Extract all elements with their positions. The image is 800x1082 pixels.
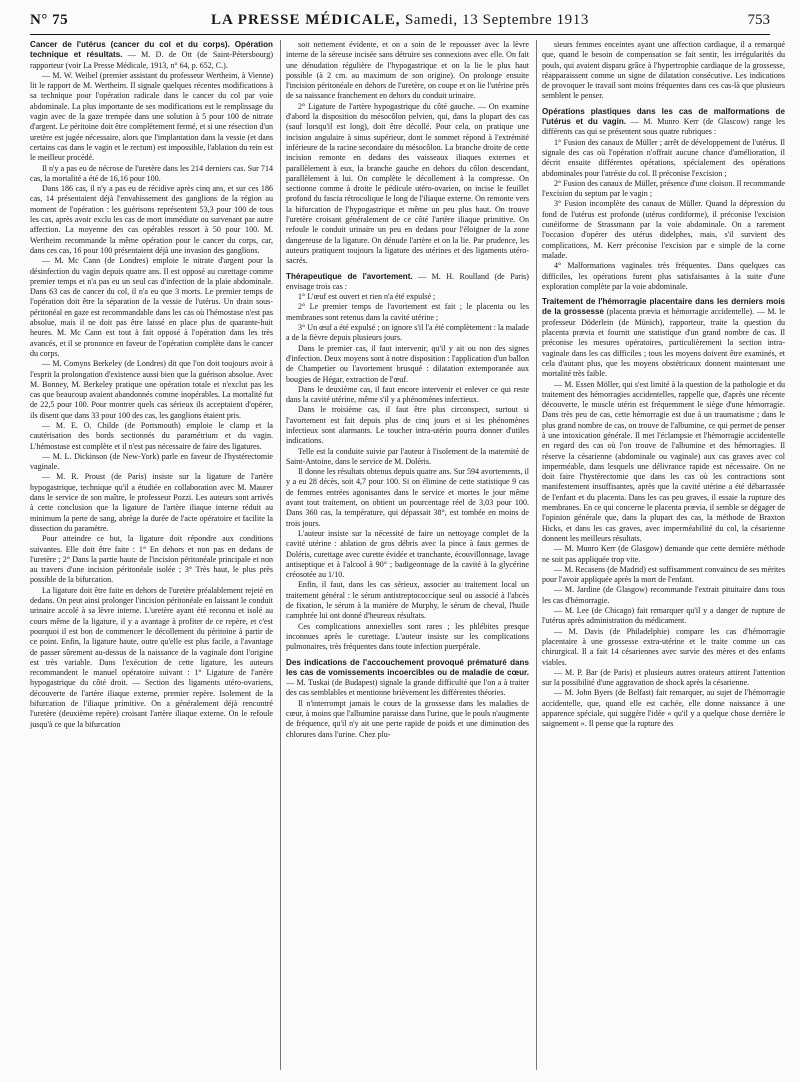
paragraph bbox=[542, 544, 785, 565]
paragraph bbox=[542, 606, 785, 627]
paragraph bbox=[286, 529, 529, 580]
header-rule bbox=[30, 34, 770, 35]
text-column-3 bbox=[542, 40, 785, 1074]
paragraph-text: 2° Ligature de l'artère hypogastrique du côté gauche. — On examine d'abord la disposition du mésocôlon pelvien, qui, dans la plupart des cas (sauf lorsqu'il est long), doit être décollé. Pour cela, on pratique une incision angulaire à sinus supérieur, dont le sommet répond à l'extrémité inférieure de la racine secondaire du mésocôlon. La branche droite de cette incision remonte en dedans des vaisseaux iliaques externes et parallèlement à eux, la branche gauche en dehors du côlon descendant, parallèlement à lui. On complète le décollement à la compresse. On sectionne comme à droite le pédicule utéro-ovarien, on incise le feuillet profond du fascia rétrocolique le long de l'iliaque externe. On remonte vers la bifurcation de l'hypogastrique et même un peu plus haut. On trouve l'uretère croisant généralement de ce côté l'artère iliaque primitive. On refoule le conduit urinaire un peu en dedans pour l'éloigner de la zone dangereuse de la ligature. On dénude l'artère et on la lie. Par prudence, les auteurs pratiquent toujours la ligature des utérines et des ligaments utéro-sacrés. bbox=[286, 101, 529, 266]
paragraph-text: La ligature doit être faite en dehors de l'uretère préalablement rejeté en dedans. On peut ainsi prolonger l'incision péritonéale en laissant le conduit urinaire accolé à sa lèvre interne. L'uretère ayant été reconnu et isolé au cours même de la ligature, il y a avantage à profiter de ce repère, et c'est pourquoi il est bon de commencer le décollement du péritoine à partir de ce point. Enfin, la ligature haute, outre qu'elle est plus facile, a l'avantage de passer sûrement au-dessus de la naissance de la vaginale dont l'origine est très variable. Dans l'exécution de cette ligature, les auteurs recommandent le manuel opératoire suivant : 1° Ligature de l'artère hypogastrique du côté droit. — Section des ligaments utéro-ovariens, découverte de l'artère iliaque externe, premier repère. Isolement de la bifurcation de l'iliaque primitive. On a généralement déjà rencontré l'uretère (deuxième repère) croisant l'artère iliaque externe. On le refoule jusqu'à ce que la bifurcation bbox=[30, 585, 273, 729]
paragraph bbox=[286, 40, 529, 102]
paragraph bbox=[286, 699, 529, 740]
paragraph bbox=[542, 380, 785, 545]
column-divider-1 bbox=[280, 40, 281, 1070]
paragraph bbox=[542, 199, 785, 261]
paragraph bbox=[542, 668, 785, 689]
paragraph bbox=[286, 385, 529, 406]
paragraph-text: 4° Malformations vaginales très fréquentes. Dans quelques cas difficiles, les opérations furent plus satisfaisantes à la suite d'une exploration complète par la voie abdominale. bbox=[542, 261, 785, 291]
paragraph-text: Pour atteindre ce but, la ligature doit répondre aux conditions suivantes. Elle doit être faite : 1° En dehors et non pas en dedans de l'uretère ; 2° Dans la partie haute de l'incision péritonéale principale et non au travers d'une incision péritonéale isolée ; 3° Très haut, le plus près possible de la bifurcation. bbox=[30, 534, 273, 585]
paragraph-text: 2° Fusion des canaux de Müller, présence d'une cloison. Il recommande l'excision du septum par le vagin ; bbox=[542, 178, 785, 199]
paragraph bbox=[30, 421, 273, 452]
paragraph-text: Dans le troisième cas, il faut être plus circonspect, surtout si l'avortement est fait depuis plus de cinq jours et si les phénomènes infectieux sont alarmants. Le toucher intra-utérin pourra donner d'utiles indications. bbox=[286, 405, 529, 446]
paragraph-text: (placenta prævia et hémorragie accidentelle). — M. le professeur Döderlein (de Münich), rapporteur, traite la question du placenta prævia et fournit une statistique d'un grand nombre de cas. Il préconise les mesures opératoires, particulièrement la section intra-vaginale dans les cas difficiles ; tous les moyens doivent être examinés, et cela d'autant plus, que les moyens obstétricaux donnent maintenant une mortalité très faible. bbox=[542, 307, 785, 379]
paragraph-text: sieurs femmes enceintes ayant une affection cardiaque, il a remarqué que, quand le besoin de compensation se fait sentir, les irrégularités du pouls, qui avaient disparu grâce à l'hypertrophie cardiaque de la grossesse, réapparaissent comme un signe de dilatation consécutive. Les indications de provoquer le travail sont moins fréquentes dans ces cas-là que plusieurs semblent le penser. bbox=[542, 40, 785, 101]
section-paragraph bbox=[30, 40, 273, 71]
paragraph bbox=[30, 71, 273, 164]
paragraph-text: — M. Lee (de Chicago) fait remarquer qu'il y a danger de rupture de l'utérus après administration du médicament. bbox=[542, 606, 785, 626]
section-paragraph bbox=[286, 272, 529, 293]
issue-number: N° 75 bbox=[30, 12, 69, 28]
paragraph-text: — M. Munro Kerr (de Glascow) range les différents cas qui se présentent sous quatre rubriques : bbox=[542, 117, 785, 137]
paragraph-text: 2° Le premier temps de l'avortement est fait ; le placenta ou les membranes sont retenus dans la cavité utérine ; bbox=[286, 302, 529, 322]
paragraph bbox=[286, 447, 529, 468]
paragraph-text: — M. Recasens (de Madrid) est suffisamment convaincu de ses mérites pour l'avoir appliquée après la mort de l'enfant. bbox=[542, 564, 785, 585]
paragraph-text: Il donne les résultats obtenus depuis quatre ans. Sur 594 avortements, il y a eu 28 décès, soit 4,7 pour 100. Si on élimine de cette statistique 9 cas de femmes entrées agonisantes dans le service et mortes le jour même avant tout traitement, on obtient un pourcentage réel de 3,03 pour 100. Dans 360 cas, la température, qui dépassait 38°, est tombée en moins de trois jours. bbox=[286, 467, 529, 528]
paragraph-text: — M. P. Bar (de Paris) et plusieurs autres orateurs attirent l'attention sur la possibilité d'une aggravation de shock après la césarienne. bbox=[542, 667, 785, 688]
page-header bbox=[30, 12, 770, 34]
section-paragraph bbox=[286, 658, 529, 699]
paragraph bbox=[542, 627, 785, 668]
column-divider-2 bbox=[536, 40, 537, 1070]
paragraph bbox=[286, 292, 529, 302]
paragraph bbox=[286, 344, 529, 385]
paragraph-text: 3° Fusion incomplète des canaux de Müller. Quand la dépression du fond de l'utérus est profonde (utérus cordiforme), il préconise l'excision cunéiforme de Strassmann par la voie abdominale. On a rarement l'occasion d'opérer des utérus didelphes, mais, s'il survient des complications, M. Kerr préconise l'excision par e simple de la corne malade. bbox=[542, 199, 785, 260]
section-heading: Traitement de l'hémorragie placentaire dans les derniers mois de la grossesse bbox=[542, 297, 785, 317]
paragraph-text: — M. Jardine (de Glasgow) recommande l'extrait pituitaire dans tous les cas d'hémorragie. bbox=[542, 585, 785, 605]
paragraph-text: Il n'interrompt jamais le cours de la grossesse dans les maladies de cœur, à moins que l'albumine paraisse dans l'urine, que le pouls n'augmente de fréquence, qu'il n'y ait une perte rapide de poids et une diminution des chlorures dans l'urine. Chez plu- bbox=[286, 698, 529, 739]
paragraph-text: — M. Davis (de Philadelphie) compare les cas d'hémorragie placentaire à une grossesse extra-utérine et le traite comme un cas chirurgical. Il a fait 14 césariennes avec survie des mères et des enfants viables. bbox=[542, 626, 785, 667]
text-column-2 bbox=[286, 40, 529, 1074]
paragraph bbox=[542, 585, 785, 606]
section-paragraph bbox=[542, 297, 785, 379]
section-heading: Cancer de l'utérus (cancer du col et du corps). Opération technique et résultats. bbox=[30, 40, 273, 60]
paragraph-text: — M. John Byers (de Belfast) fait remarquer, au sujet de l'hémorragie accidentelle, que, quand elle est cachée, elle donne naissance à une apparence spéciale, qui suggère l'idée « qu'il y a quelque chose derrière le saignement ». Il pense que la rupture des bbox=[542, 688, 785, 729]
journal-title: LA PRESSE MÉDICALE, bbox=[211, 12, 401, 28]
paragraph bbox=[542, 179, 785, 200]
paragraph bbox=[30, 534, 273, 585]
paragraph bbox=[542, 688, 785, 729]
section-heading: Des indications de l'accouchement provoqué prématuré dans les cas de vomissements incoercibles ou de maladie de cœur. bbox=[286, 657, 529, 677]
paragraph bbox=[286, 580, 529, 621]
paragraph bbox=[542, 261, 785, 292]
section-heading: Thérapeutique de l'avortement. bbox=[286, 271, 413, 281]
paragraph bbox=[30, 472, 273, 534]
paragraph bbox=[30, 164, 273, 185]
paragraph bbox=[542, 565, 785, 586]
paragraph-text: 3° Un œuf a été expulsé ; on ignore s'il l'a été complètement : la malade a de la fièvre depuis plusieurs jours. bbox=[286, 323, 529, 343]
paragraph-text: — M. R. Proust (de Paris) insiste sur la ligature de l'artère hypogastrique, technique qu'il a étudiée en collaboration avec M. Maurer dans le service de son maître, le professeur Pozzi. Les auteurs sont arrivés à cette conclusion que la ligature de l'artère iliaque interne réduit au minimum la perte de sang, abrège la durée de l'acte opératoire et facilite la dissection du paramètre. bbox=[30, 472, 273, 533]
paragraph-text: 1° Fusion des canaux de Müller ; arrêt de développement de l'utérus. Il signale des cas où l'opération n'offrait aucune chance d'amélioration, il décrit ensuite différentes opérations, spécialement des opérations abdominales pour l'atrésie du col. Il préconise l'excision ; bbox=[542, 137, 785, 178]
paragraph bbox=[286, 467, 529, 529]
paragraph-text: Enfin, il faut, dans les cas sérieux, associer au traitement local un traitement général : le sérum antistreptococcique seul ou associé à l'abcès de fixation, le sérum à la manière de Murphy, le sérum de cheval, l'huile camphrée lui ont donné d'heureux résultats. bbox=[286, 580, 529, 621]
paragraph-text: — M. Comyns Berkeley (de Londres) dit que l'on doit toujours avoir à l'esprit la prolongation d'existence aussi bien que la guérison absolue. Avec M. Bonney, M. Berkeley pratique une opération totale et n'exclut pas les cas que beaucoup avaient abandonnés comme inopérables. La mortalité fut de 22,5 pour 100. Pour montrer quels cas sérieux ils acceptaient d'opérer, ils disent que dans 33 pour 100 des cas, les ganglions étaient pris. bbox=[30, 359, 273, 420]
page-number: 753 bbox=[747, 12, 770, 28]
text-column-1 bbox=[30, 40, 273, 1074]
running-title bbox=[30, 12, 770, 29]
paragraph bbox=[286, 102, 529, 267]
paragraph-text: — M. Essen Möller, qui s'est limité à la question de la pathologie et du traitement des hémorragies accidentelles, rappelle que, d'après une récente découverte, le muscle utérin est fréquemment le siège d'une hémorragie. Dans très peu de cas, cette hémorragie est due à un traumatisme ; dans le plus grand nombre de cas, on trouve de l'albumine, ce qui permet de penser à une intoxication générale. Il met l'éclampsie et l'hémorragie accidentelle en regard des cas où l'on trouve de l'albumine et des hémorragies. Il réserve la césarienne (abdominale ou vaginale) aux cas graves avec col imperméable, dans lesquels une délivrance rapide est nécessaire. On ne doit faire l'hystérectomie que dans les cas où les contractions sont manifestement insuffisantes, après que la cavité utérine a été débarrassée de l'enfant et du placenta. Dans les cas peu graves, il essaie la rupture des membranes. En ce qui concerne le placenta prævia, il semble se dégager de l'opinion générale que, dans la plupart des cas, la méthode de Braxton Hicks, et dans les cas graves, avec imperméabilité du col, la césarienne donnent les meilleurs résultats. bbox=[542, 379, 785, 543]
paragraph bbox=[542, 138, 785, 179]
paragraph-text: — M. Munro Kerr (de Glasgow) demande que cette dernière méthode ne soit pas appliquée trop vite. bbox=[542, 544, 785, 564]
paragraph-text: — M. Mc Cann (de Londres) emploie le nitrate d'argent pour la désinfection du vagin depuis quatre ans. Il est opposé au curettage comme premier temps et n'a pas eu un seul cas d'infection de la plaie abdominale. Dans 63 cas de cancer du col, il n'a eu que 3 morts. Le premier temps de l'opération doit être la séparation de la vessie de l'utérus. Un drain sous-péritonéal en gaze est recommandable dans les cas où l'hémostase n'est pas absolue, mais il ne doit pas être laissé en place plus de quarante-huit heures. M. Mc Cann est tout à fait opposé à l'opération dans les très avancés, et il se prononce en faveur de l'opération complète dans le cancer du corps. bbox=[30, 256, 273, 358]
paragraph-text: Dans le deuxième cas, il faut encore intervenir et enlever ce qui reste dans la cavité utérine, même s'il y a phénomènes infectieux. bbox=[286, 384, 529, 405]
paragraph-text: Ces complications annexielles sont rares ; les phlébites presque inconnues après le curettage. L'auteur insiste sur les complications pulmonaires, très fréquentes dans toute infection puerpérale. bbox=[286, 621, 529, 652]
paragraph-text: Telle est la conduite suivie par l'auteur à l'isolement de la maternité de Saint-Antoine, dans le service de M. Doléris. bbox=[286, 446, 529, 466]
paragraph bbox=[30, 586, 273, 730]
paragraph bbox=[286, 622, 529, 653]
paragraph-text: — M. L. Dickinson (de New-York) parle en faveur de l'hystérectomie vaginale. bbox=[30, 451, 273, 472]
section-heading: Opérations plastiques dans les cas de malformations de l'utérus et du vagin. bbox=[542, 106, 785, 127]
paragraph-text: Il n'y a pas eu de nécrose de l'uretère dans les 214 derniers cas. Sur 714 cas, la mortalité a été de 16,16 pour 100. bbox=[30, 163, 273, 183]
paragraph-text: — M. Tuskai (de Budapest) signale la grande difficulté que l'on a à traiter des cas semblables et mentionne brièvement les différentes théories. bbox=[286, 678, 529, 698]
paragraph bbox=[30, 452, 273, 473]
paragraph-text: Dans 186 cas, il n'y a pas eu de récidive après cinq ans, et sur ces 186 cas, 14 présentaient déjà l'envahissement des ganglions de la région au moment de l'opération : les guérisons représentent 53,3 pour 100 de tous les cas, après avoir exclu les cas de mort immédiate ou survenant par autre affection. La moyenne des cas opérables ressort à 50 pour 100. M. Wertheim recommande la même opération pour le cancer du corps, car, dans ces cas, 16 pour 100 présentaient déjà une invasion des ganglions. bbox=[30, 184, 273, 255]
paragraph-text: 1° L'œuf est ouvert et rien n'a été expulsé ; bbox=[298, 292, 436, 302]
paragraph-text: — M. W. Weibel (premier assistant du professeur Wertheim, à Vienne) lit le rapport de M. Wertheim. Il signale quelques récentes modifications à sa technique pour l'opération radicale dans le cancer du col par voie abdominale. La plus importante de ses modifications est le remplissage du vagin avec de la gaze trempée dans une solution à 5 pour 100 de nitrate d'argent. Le péritoine doit être complètement fermé, et si une résection d'un uretère est jugée nécessaire, alors que l'implantation dans la vessie (et dans certains cas dans le vagin et le rectum) est impossible, l'ablation du rein est le meilleur procédé. bbox=[30, 70, 273, 163]
paragraph bbox=[286, 323, 529, 344]
paragraph-text: Dans le premier cas, il faut intervenir, qu'il y ait ou non des signes d'infection. Deux moyens sont à notre disposition : l'application d'un ballon de Champetier ou l'avortement brusqué : dilatation extemporanée aux bougies de Hégar, extraction de l'œuf. bbox=[286, 343, 529, 384]
paragraph bbox=[286, 405, 529, 446]
paragraph bbox=[30, 184, 273, 256]
paragraph-text: — M. H. Roulland (de Paris) envisage trois cas : bbox=[286, 271, 529, 291]
paragraph-text: — M. E. O. Childe (de Portsmouth) emploie le clamp et la cautérisation des bords sectionnés du paramétrium et du vagin. L'hémostase est complète et il n'est pas nécessaire de faire des ligatures. bbox=[30, 420, 273, 451]
issue-date: Samedi, 13 Septembre 1913 bbox=[404, 12, 589, 28]
section-paragraph bbox=[542, 107, 785, 138]
paragraph bbox=[30, 359, 273, 421]
paragraph bbox=[30, 256, 273, 359]
paragraph bbox=[286, 302, 529, 323]
paragraph bbox=[542, 40, 785, 102]
paragraph-text: L'auteur insiste sur la nécessité de faire un nettoyage complet de la cavité utérine : ablation de gros débris avec la pince à faux germes de Doléris, curettage avec curette évidée et tranchante, écouvillonnage, lavage antiseptique et à l'alcool à 90° ; badigeonnage de la cavité à la glycérine créosotée au 1/10. bbox=[286, 528, 529, 580]
paragraph-text: soit nettement évidente, et on a soin de le repousser avec la lèvre interne de la séreuse incisée sans détruire ses connexions avec elle. On fait une dénudation régulière de l'hypogastrique et on la lie le plus haut possible (à 2 cm. au maximum de son origine). On prolonge ensuite l'incision péritonéale en dehors de l'uretère, on coupe et on lie l'utérine près de sa naissance franchement en dehors du conduit urinaire. bbox=[286, 40, 529, 101]
paragraph-text: — M. D. de Ott (de Saint-Pétersbourg) rapporteur (voir La Presse Médicale, 1913, n° 64, p. 652, C.). bbox=[30, 50, 273, 70]
